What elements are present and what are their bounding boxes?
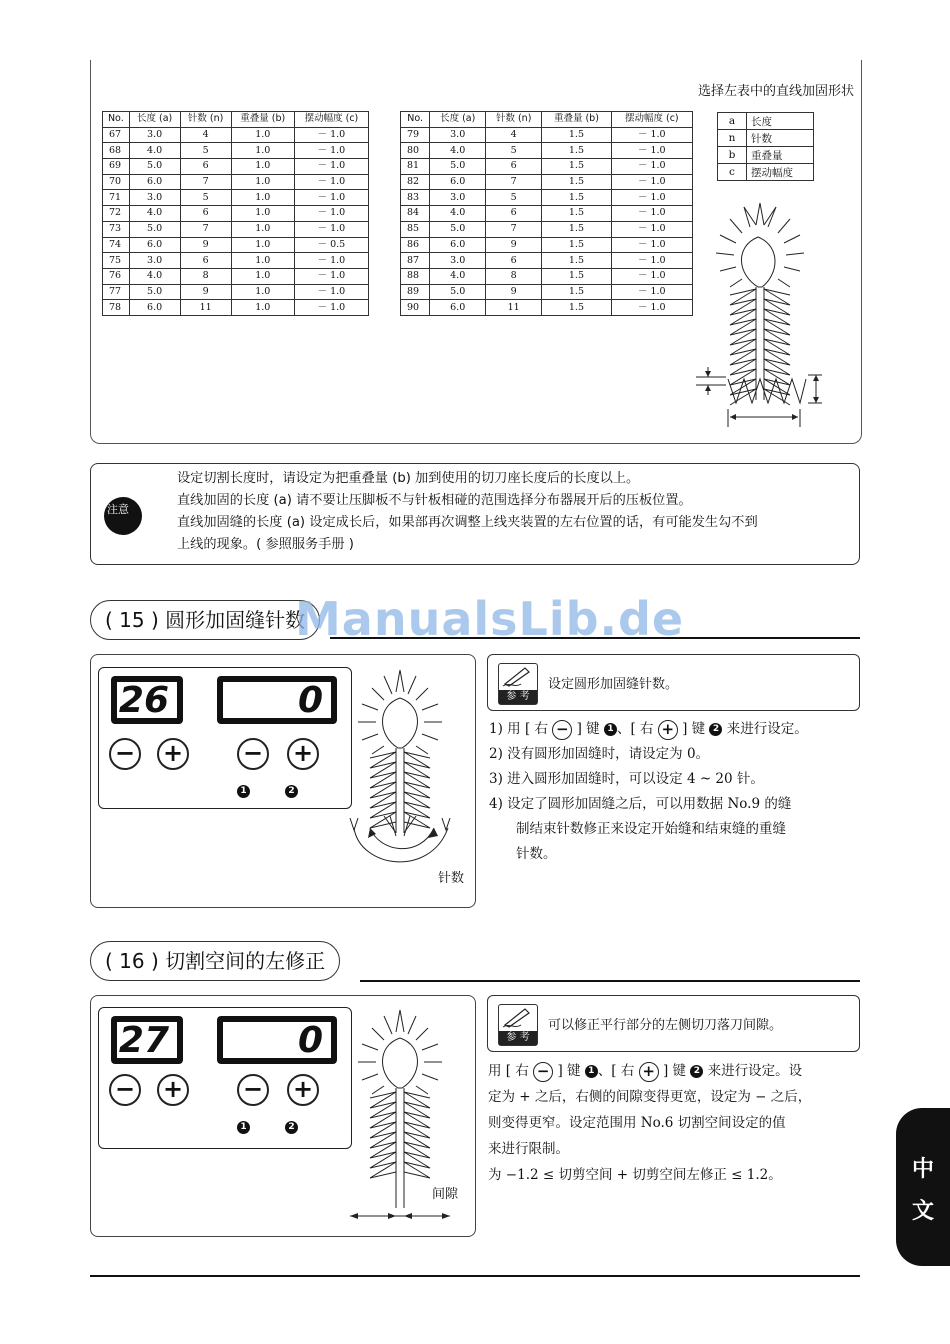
table-cell: 3.0 [430,190,486,206]
table-cell: 68 [103,143,130,159]
table-cell: 90 [401,300,430,316]
right-minus-button[interactable]: − [237,738,269,770]
minus-key-icon: − [552,720,572,740]
table-cell: 7 [486,174,542,190]
table-header-cell: 重叠量 (b) [542,112,611,128]
body-line-4: 来进行限制。 [488,1141,569,1157]
table-cell: 6 [180,253,231,269]
table-cell: 4.0 [430,268,486,284]
table-cell: 4 [486,127,542,143]
round-bartack-diagram [340,668,470,888]
table-cell: － 1.0 [294,143,368,159]
table-row [401,300,693,316]
table-cell: 6 [180,159,231,175]
table-row [401,174,693,190]
marker-1: 1 [237,785,250,798]
marker-1-icon: 1 [604,723,617,736]
plus-key-icon: + [658,720,678,740]
table-cell: 6.0 [129,237,180,253]
table-cell: 86 [401,237,430,253]
right-plus-button[interactable]: + [287,738,319,770]
marker-2: 2 [285,1121,298,1134]
table-cell: 1.5 [542,174,611,190]
section-15-steps [489,717,808,867]
body-line-5: 为 −1.2 ≤ 切剪空间 + 切剪空间左修正 ≤ 1.2。 [488,1167,782,1183]
table-cell: 1.0 [231,127,294,143]
table-cell: 4.0 [430,143,486,159]
table-cell: 3.0 [430,127,486,143]
table-row [103,206,369,222]
table-cell: 1.0 [231,284,294,300]
step-4-cont-2: 针数。 [516,846,557,862]
left-plus-button[interactable]: + [157,738,189,770]
table-cell: 3.0 [129,127,180,143]
bottom-rule [90,1275,860,1277]
table-cell: 4 [180,127,231,143]
table-cell: 1.5 [542,253,611,269]
table-cell: 83 [401,190,430,206]
marker-2-icon: 2 [709,723,722,736]
table-cell: 7 [180,221,231,237]
legend-row [718,130,814,147]
table-cell: 8 [486,268,542,284]
section-16-title: ( 16 ) 切割空间的左修正 [90,941,340,981]
table-row [401,190,693,206]
legend-value: 重叠量 [747,147,814,164]
table-cell: － 1.0 [294,221,368,237]
caution-line-4: 上线的现象。( 参照服务手册 ) [177,537,354,552]
table-cell: 4.0 [129,143,180,159]
data-table-right [400,111,693,316]
table-row [401,253,693,269]
table-cell: － 1.0 [294,206,368,222]
table-header-cell: 摆动幅度 (c) [611,112,692,128]
table-cell: 5.0 [430,159,486,175]
linear-bartack-diagram [690,195,830,430]
table-cell: － 1.0 [611,300,692,316]
table-cell: － 1.0 [294,174,368,190]
step-4-cont-1: 制结束针数修正来设定开始缝和结束缝的重缝 [516,821,786,837]
table-cell: 1.5 [542,190,611,206]
table-row [401,159,693,175]
caution-line-1: 设定切割长度时，请设定为把重叠量 (b) 加到使用的切刀座长度后的长度以上。 [177,471,640,486]
table-cell: 5.0 [129,284,180,300]
step-1: 1) 用 [ 右 − ] 键 1 、[ 右 + ] 键 2 来进行设定。 [489,719,808,738]
table-cell: 1.5 [542,143,611,159]
table-cell: 1.0 [231,268,294,284]
table-cell: 1.5 [542,284,611,300]
step-4: 4) 设定了圆形加固缝之后，可以用数据 No.9 的缝 [489,796,792,812]
lcd-parameter-no [111,676,183,724]
table-cell: 87 [401,253,430,269]
body-line-2: 定为 + 之后，右侧的间隙变得更宽，设定为 − 之后， [488,1089,812,1105]
table-cell: 5.0 [129,159,180,175]
table-cell: － 1.0 [611,143,692,159]
table-cell: 74 [103,237,130,253]
table-cell: 1.0 [231,174,294,190]
table-cell: 5 [486,190,542,206]
table-cell: 4.0 [129,206,180,222]
section-16-body [488,1058,811,1188]
table-cell: 7 [486,221,542,237]
section-15-reference-text: 设定圆形加固缝针数。 [548,677,679,692]
gap-label: 间隙 [432,1187,459,1202]
table-cell: － 0.5 [294,237,368,253]
table-row [103,143,369,159]
table-cell: 5 [486,143,542,159]
table-cell: － 1.0 [611,268,692,284]
left-minus-button[interactable]: − [109,1074,141,1106]
table-row [401,127,693,143]
table-row [401,143,693,159]
table-cell: 76 [103,268,130,284]
table-row [103,221,369,237]
table-cell: 6.0 [430,174,486,190]
table-cell: 4.0 [430,206,486,222]
table-cell: 9 [180,237,231,253]
right-plus-button[interactable]: + [287,1074,319,1106]
table-cell: 81 [401,159,430,175]
lcd-data-digits: 0 [297,1020,323,1061]
table-cell: 80 [401,143,430,159]
table-cell: 9 [486,284,542,300]
table-cell: 70 [103,174,130,190]
table-row [103,237,369,253]
table-cell: 77 [103,284,130,300]
reference-label: 参 考 [499,1031,537,1045]
table-cell: 9 [486,237,542,253]
marker-2: 2 [285,785,298,798]
section-16-header [90,941,860,981]
table-cell: 5.0 [430,221,486,237]
table-cell: － 1.0 [611,237,692,253]
table-row [401,268,693,284]
body-line-3: 则变得更窄。设定范围用 No.6 切割空间设定的值 [488,1115,786,1131]
marker-1: 1 [237,1121,250,1134]
table-cell: 1.5 [542,159,611,175]
table-cell: 82 [401,174,430,190]
table-cell: － 1.0 [611,190,692,206]
plus-key-icon: + [639,1062,659,1082]
table-header-cell: 针数 (n) [180,112,231,128]
table-header-cell: 长度 (a) [129,112,180,128]
language-side-tab [896,1108,950,1266]
reference-icon [498,663,538,705]
lcd-parameter-value: 27 [118,1020,169,1061]
table-cell: － 1.0 [294,127,368,143]
table-header-cell: No. [103,112,130,128]
table-cell: － 1.0 [611,284,692,300]
table-row [103,268,369,284]
table-cell: － 1.0 [611,174,692,190]
table-cell: 5.0 [129,221,180,237]
table-cell: － 1.0 [611,159,692,175]
table-cell: 72 [103,206,130,222]
table-cell: 84 [401,206,430,222]
table-cell: 9 [180,284,231,300]
table-header-cell: 重叠量 (b) [231,112,294,128]
section-15-reference-box [487,654,860,711]
lcd-data-value [217,676,337,724]
legend-key: b [718,147,747,164]
table-cell: 1.0 [231,300,294,316]
table-cell: 1.0 [231,237,294,253]
table-row [103,284,369,300]
legend-value: 长度 [747,113,814,130]
legend-table [717,112,814,181]
table-cell: 79 [401,127,430,143]
section-16-reference-box [487,995,860,1052]
caution-box [90,463,860,565]
table-cell: 1.5 [542,268,611,284]
lcd-data-digits: 0 [297,680,323,721]
table-cell: 1.0 [231,253,294,269]
table-cell: 1.5 [542,300,611,316]
left-minus-button[interactable]: − [109,738,141,770]
table-cell: 6.0 [430,237,486,253]
table-row [401,221,693,237]
lcd-parameter-no [111,1016,183,1064]
table-cell: 1.5 [542,237,611,253]
watermark: ManualsLib.de [295,592,685,646]
table-cell: 1.0 [231,143,294,159]
table-cell: 1.0 [231,159,294,175]
table-cell: － 1.0 [294,190,368,206]
table-row [103,174,369,190]
lcd-data-value [217,1016,337,1064]
table-cell: 1.5 [542,206,611,222]
table-cell: 6 [486,253,542,269]
table-cell: 8 [180,268,231,284]
step-3: 3) 进入圆形加固缝时，可以设定 4 ~ 20 针。 [489,771,764,787]
legend-value: 针数 [747,130,814,147]
legend-key: n [718,130,747,147]
table-row [401,284,693,300]
table-cell: 5.0 [430,284,486,300]
legend-value: 摆动幅度 [747,164,814,181]
table-cell: 1.5 [542,127,611,143]
left-plus-button[interactable]: + [157,1074,189,1106]
data-table-left [102,111,369,316]
table-row [401,206,693,222]
caution-line-3: 直线加固缝的长度 (a) 设定成长后，如果部再次调整上线夹装置的左右位置的话，有可能发生勾不到 [177,515,758,530]
table-cell: 89 [401,284,430,300]
table-cell: － 1.0 [611,127,692,143]
table-row [103,300,369,316]
table-cell: 5 [180,190,231,206]
step-2: 2) 没有圆形加固缝时，请设定为 0。 [489,746,710,762]
right-minus-button[interactable]: − [237,1074,269,1106]
table-header-cell: 针数 (n) [486,112,542,128]
legend-row [718,147,814,164]
table-cell: 1.0 [231,221,294,237]
table-cell: 1.5 [542,221,611,237]
caution-line-2: 直线加固的长度 (a) 请不要让压脚板不与针板相碰的范围选择分布器展开后的压板位置。 [177,493,692,508]
section-16-reference-text: 可以修正平行部分的左侧切刀落刀间隙。 [548,1018,783,1033]
table-cell: － 1.0 [611,253,692,269]
legend-key: c [718,164,747,181]
section-15-title: ( 15 ) 圆形加固缝针数 [90,600,320,640]
table-cell: 4.0 [129,268,180,284]
table-cell: 71 [103,190,130,206]
marker-2-icon: 2 [690,1065,703,1078]
top-caption: 选择左表中的直线加固形状 [697,84,854,99]
lcd-parameter-value: 26 [118,680,169,721]
table-header-cell: 长度 (a) [430,112,486,128]
table-cell: 67 [103,127,130,143]
table-cell: － 1.0 [611,206,692,222]
legend-key: a [718,113,747,130]
table-header-cell: No. [401,112,430,128]
table-cell: － 1.0 [294,268,368,284]
table-cell: 88 [401,268,430,284]
table-row [103,127,369,143]
table-row [103,159,369,175]
marker-1-icon: 1 [585,1065,598,1078]
table-cell: 3.0 [129,190,180,206]
table-cell: 6 [486,206,542,222]
section-16-rule [360,980,860,982]
caution-hand-icon [104,497,142,535]
table-row [103,253,369,269]
table-cell: 73 [103,221,130,237]
table-row [401,237,693,253]
table-cell: 69 [103,159,130,175]
minus-key-icon: − [533,1062,553,1082]
table-cell: 11 [180,300,231,316]
table-cell: － 1.0 [294,300,368,316]
side-tab-char-1: 中 [911,1157,934,1182]
table-cell: 1.0 [231,206,294,222]
section-16-control-panel [98,1007,352,1149]
table-cell: － 1.0 [294,284,368,300]
table-cell: 6 [180,206,231,222]
table-cell: 5 [180,143,231,159]
table-cell: 6.0 [129,300,180,316]
table-cell: 3.0 [430,253,486,269]
legend-row [718,113,814,130]
stitch-count-label: 针数 [438,871,465,886]
side-tab-char-2: 文 [911,1199,934,1224]
table-cell: 11 [486,300,542,316]
table-cell: － 1.0 [294,159,368,175]
table-cell: － 1.0 [611,221,692,237]
table-cell: 78 [103,300,130,316]
reference-icon [498,1004,538,1046]
legend-row [718,164,814,181]
table-header-cell: 摆动幅度 (c) [294,112,368,128]
table-cell: 7 [180,174,231,190]
table-cell: 1.0 [231,190,294,206]
table-cell: 3.0 [129,253,180,269]
table-cell: 6.0 [129,174,180,190]
reference-label: 参 考 [499,690,537,704]
table-cell: 75 [103,253,130,269]
table-cell: 85 [401,221,430,237]
table-cell: 6 [486,159,542,175]
section-15-control-panel [98,667,352,809]
table-row [103,190,369,206]
body-line-1: 用 [ 右 − ] 键 1 、[ 右 + ] 键 2 来进行设定。设 [488,1061,803,1080]
table-cell: － 1.0 [294,253,368,269]
table-cell: 6.0 [430,300,486,316]
caution-icon-label: 注意 [107,503,129,516]
